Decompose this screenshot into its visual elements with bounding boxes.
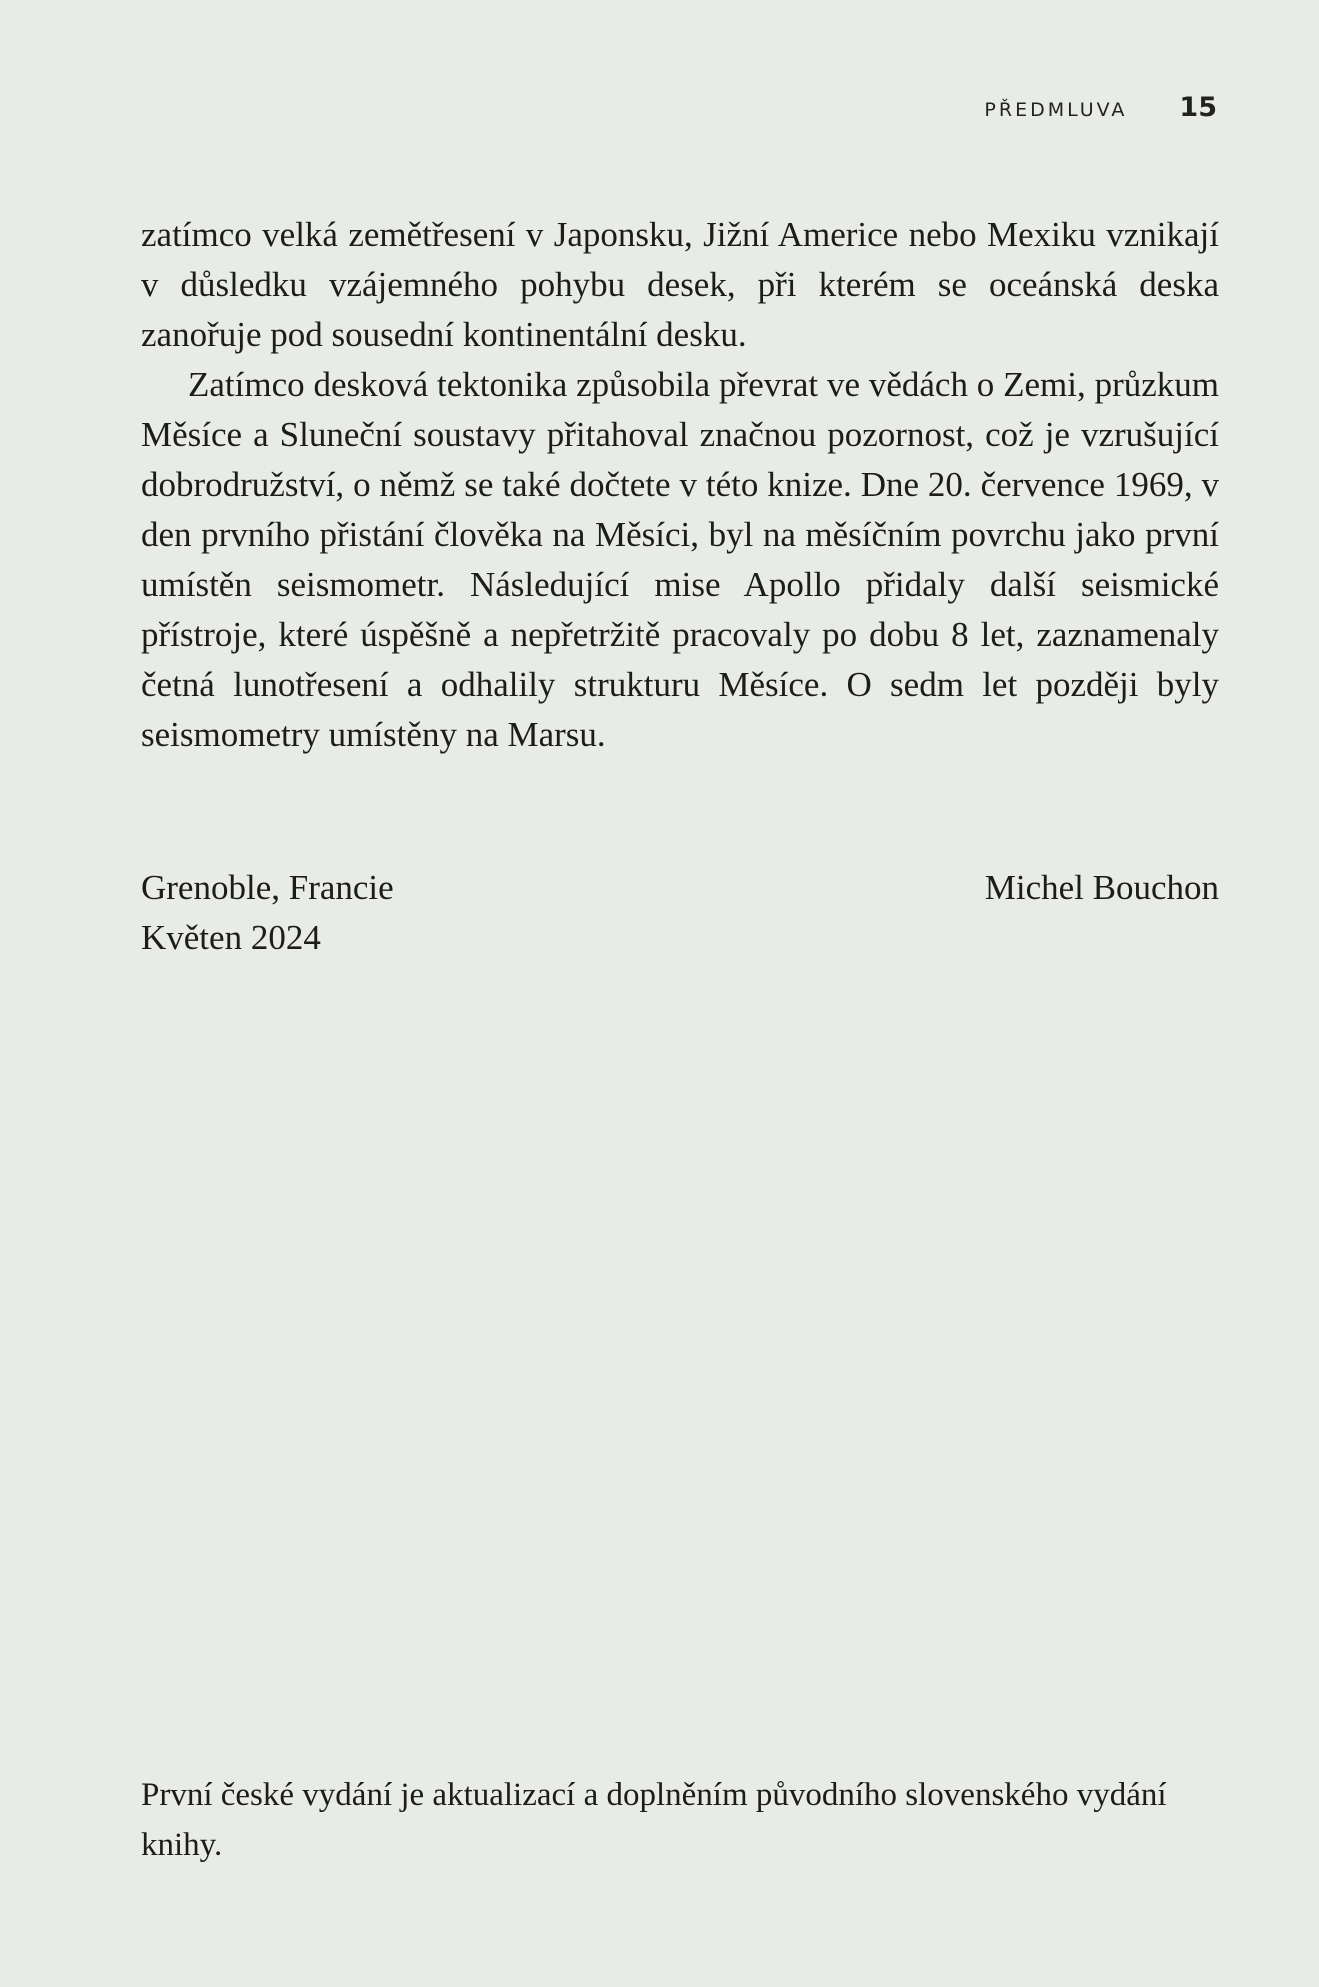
signature-block	[141, 863, 1219, 963]
section-title: PŘEDMLUVA	[984, 99, 1128, 121]
paragraph-continued: zatímco velká zemětřesení v Japonsku, Jižní Americe nebo Mexiku vznikají v důsledku vzájemného pohybu desek, při kterém se oceánská deska zanořuje pod sousední kontinentální desku.	[141, 215, 1219, 354]
page-number: 15	[1179, 92, 1217, 123]
running-head	[984, 92, 1217, 123]
signature-date: Květen 2024	[141, 918, 321, 957]
paragraph: Zatímco desková tektonika způsobila převrat ve vědách o Zemi, průzkum Měsíce a Sluneční soustavy přitahoval značnou pozornost, což je vzrušující dobrodružství, o němž se také dočtete v této knize. Dne 20. července 1969, v den prvního přistání člověka na Měsíci, byl na měsíčním povrchu jako první umístěn seismometr. Následující mise Apollo přidaly další seismické přístroje, které úspěšně a nepřetržitě pracovaly po dobu 8 let, zaznamenaly četná lunotřesení a odhalily strukturu Měsíce. O sedm let později byly seismometry umístěny na Marsu.	[141, 365, 1219, 754]
edition-note: První české vydání je aktualizací a doplněním původního slovenského vydání knihy.	[141, 1777, 1167, 1863]
signature-author: Michel Bouchon	[984, 868, 1219, 907]
body-text	[141, 210, 1219, 760]
signature-place: Grenoble, Francie	[141, 868, 394, 907]
